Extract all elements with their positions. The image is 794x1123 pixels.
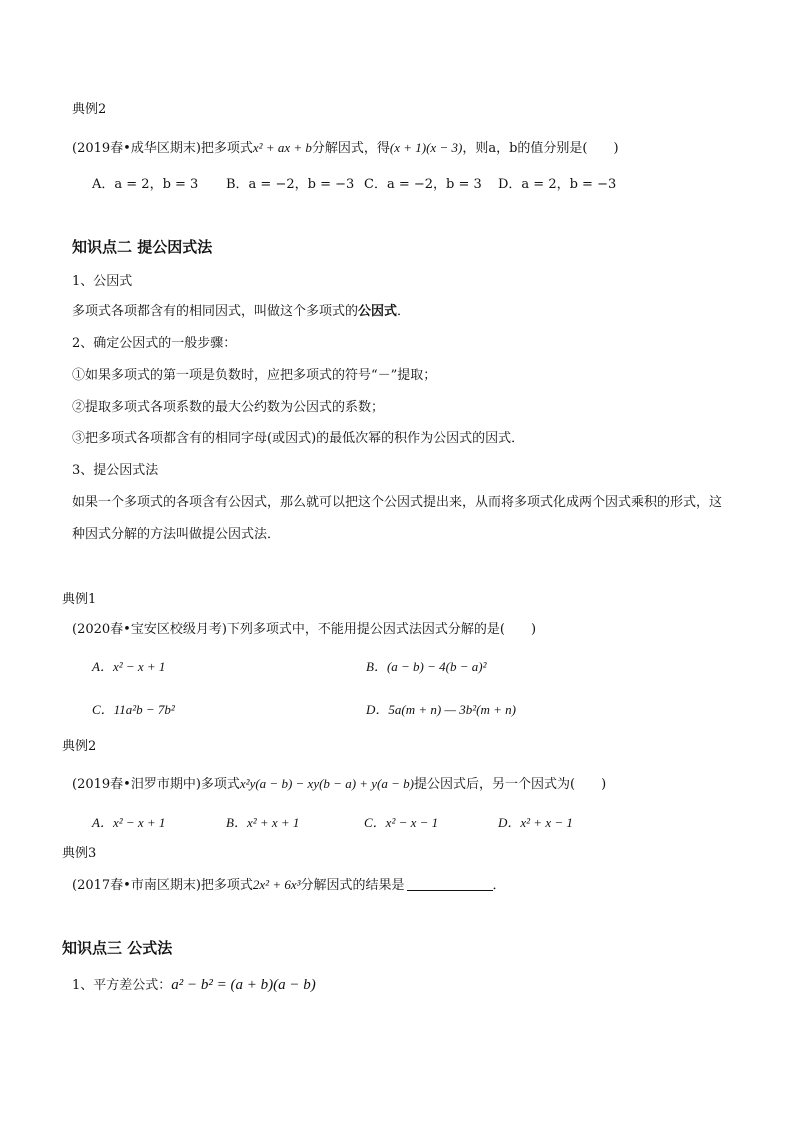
option-d: D．5a(m + n) — 3b²(m + n) <box>366 702 516 717</box>
question-text: ，则a，b的值分别是( ) <box>462 141 619 156</box>
example-question: (2017春•市南区期末)把多项式2x² + 6x³分解因式的结果是 ． <box>72 877 506 893</box>
option-d: D．x² + x − 1 <box>498 815 573 830</box>
option-c: C．x² − x − 1 <box>364 815 439 830</box>
formula-label: 1、平方差公式： <box>72 978 172 993</box>
factored-expression: (x + 1)(x − 3) <box>389 140 463 155</box>
option-b: B．a = −2，b = −3 <box>226 177 355 192</box>
example-question <box>72 138 619 159</box>
example-title: 典例1 <box>62 592 97 607</box>
example-question <box>72 774 606 795</box>
question-text: 分解因式，得 <box>311 141 390 156</box>
option-b: B．x² + x + 1 <box>226 815 300 830</box>
polynomial-expression: x²y(a − b) − xy(b − a) + y(a − b) <box>239 776 414 791</box>
question-text: 分解因式的结果是 <box>300 878 405 893</box>
option-c: C．11a²b − 7b² <box>92 702 175 717</box>
question-source: (2019春•成华区期末)把多项式 <box>72 141 253 156</box>
method-paragraph: 如果一个多项式的各项含有公因式，那么就可以把这个公因式提出来，从而将多项式化成两个因式乘积的形式，这种因式分解的方法叫做提公因式法． <box>72 495 723 542</box>
option-a: A．a = 2，b = 3 <box>92 177 199 192</box>
question-source: (2017春•市南区期末)把多项式 <box>72 878 253 893</box>
example-title: 典例2 <box>72 102 107 117</box>
difference-of-squares-formula: a² − b² = (a + b)(a − b) <box>171 977 316 993</box>
key-term: 公因式 <box>358 304 398 319</box>
answer-blank[interactable] <box>407 876 493 891</box>
question-source: (2019春•汨罗市期中)多项式 <box>72 777 240 792</box>
option-d: D．a = 2，b = −3 <box>498 177 617 192</box>
polynomial-expression: 2x² + 6x³ <box>252 877 301 892</box>
subheading: 2、确定公因式的一般步骤： <box>72 336 237 351</box>
definition-text: 多项式各项都含有的相同因式，叫做这个多项式的公因式． <box>72 304 411 319</box>
step-item: ③把多项式各项都含有的相同字母(或因式)的最低次幂的积作为公因式的因式． <box>72 431 525 446</box>
step-item: ①如果多项式的第一项是负数时，应把多项式的符号“－”提取； <box>72 368 437 383</box>
section-heading: 知识点二 提公因式法 <box>72 238 213 256</box>
example-title: 典例3 <box>62 846 97 861</box>
option-c: C．a = −2，b = 3 <box>364 177 482 192</box>
section-heading: 知识点三 公式法 <box>62 939 173 957</box>
question-text: 提公因式后，另一个因式为( ) <box>414 777 607 792</box>
option-b: B．(a − b) − 4(b − a)² <box>366 659 487 674</box>
subheading: 3、提公因式法 <box>72 463 159 478</box>
option-a: A．x² − x + 1 <box>92 659 166 674</box>
example-question: (2020春•宝安区校级月考)下列多项式中，不能用提公因式法因式分解的是( ) <box>72 622 537 637</box>
step-item: ②提取多项式各项系数的最大公约数为公因式的系数； <box>72 400 385 415</box>
option-a: A．x² − x + 1 <box>92 815 166 830</box>
example-title: 典例2 <box>62 739 97 754</box>
subheading: 1、公因式 <box>72 274 133 289</box>
polynomial-expression: x² + ax + b <box>252 140 312 155</box>
formula-line <box>72 975 316 996</box>
